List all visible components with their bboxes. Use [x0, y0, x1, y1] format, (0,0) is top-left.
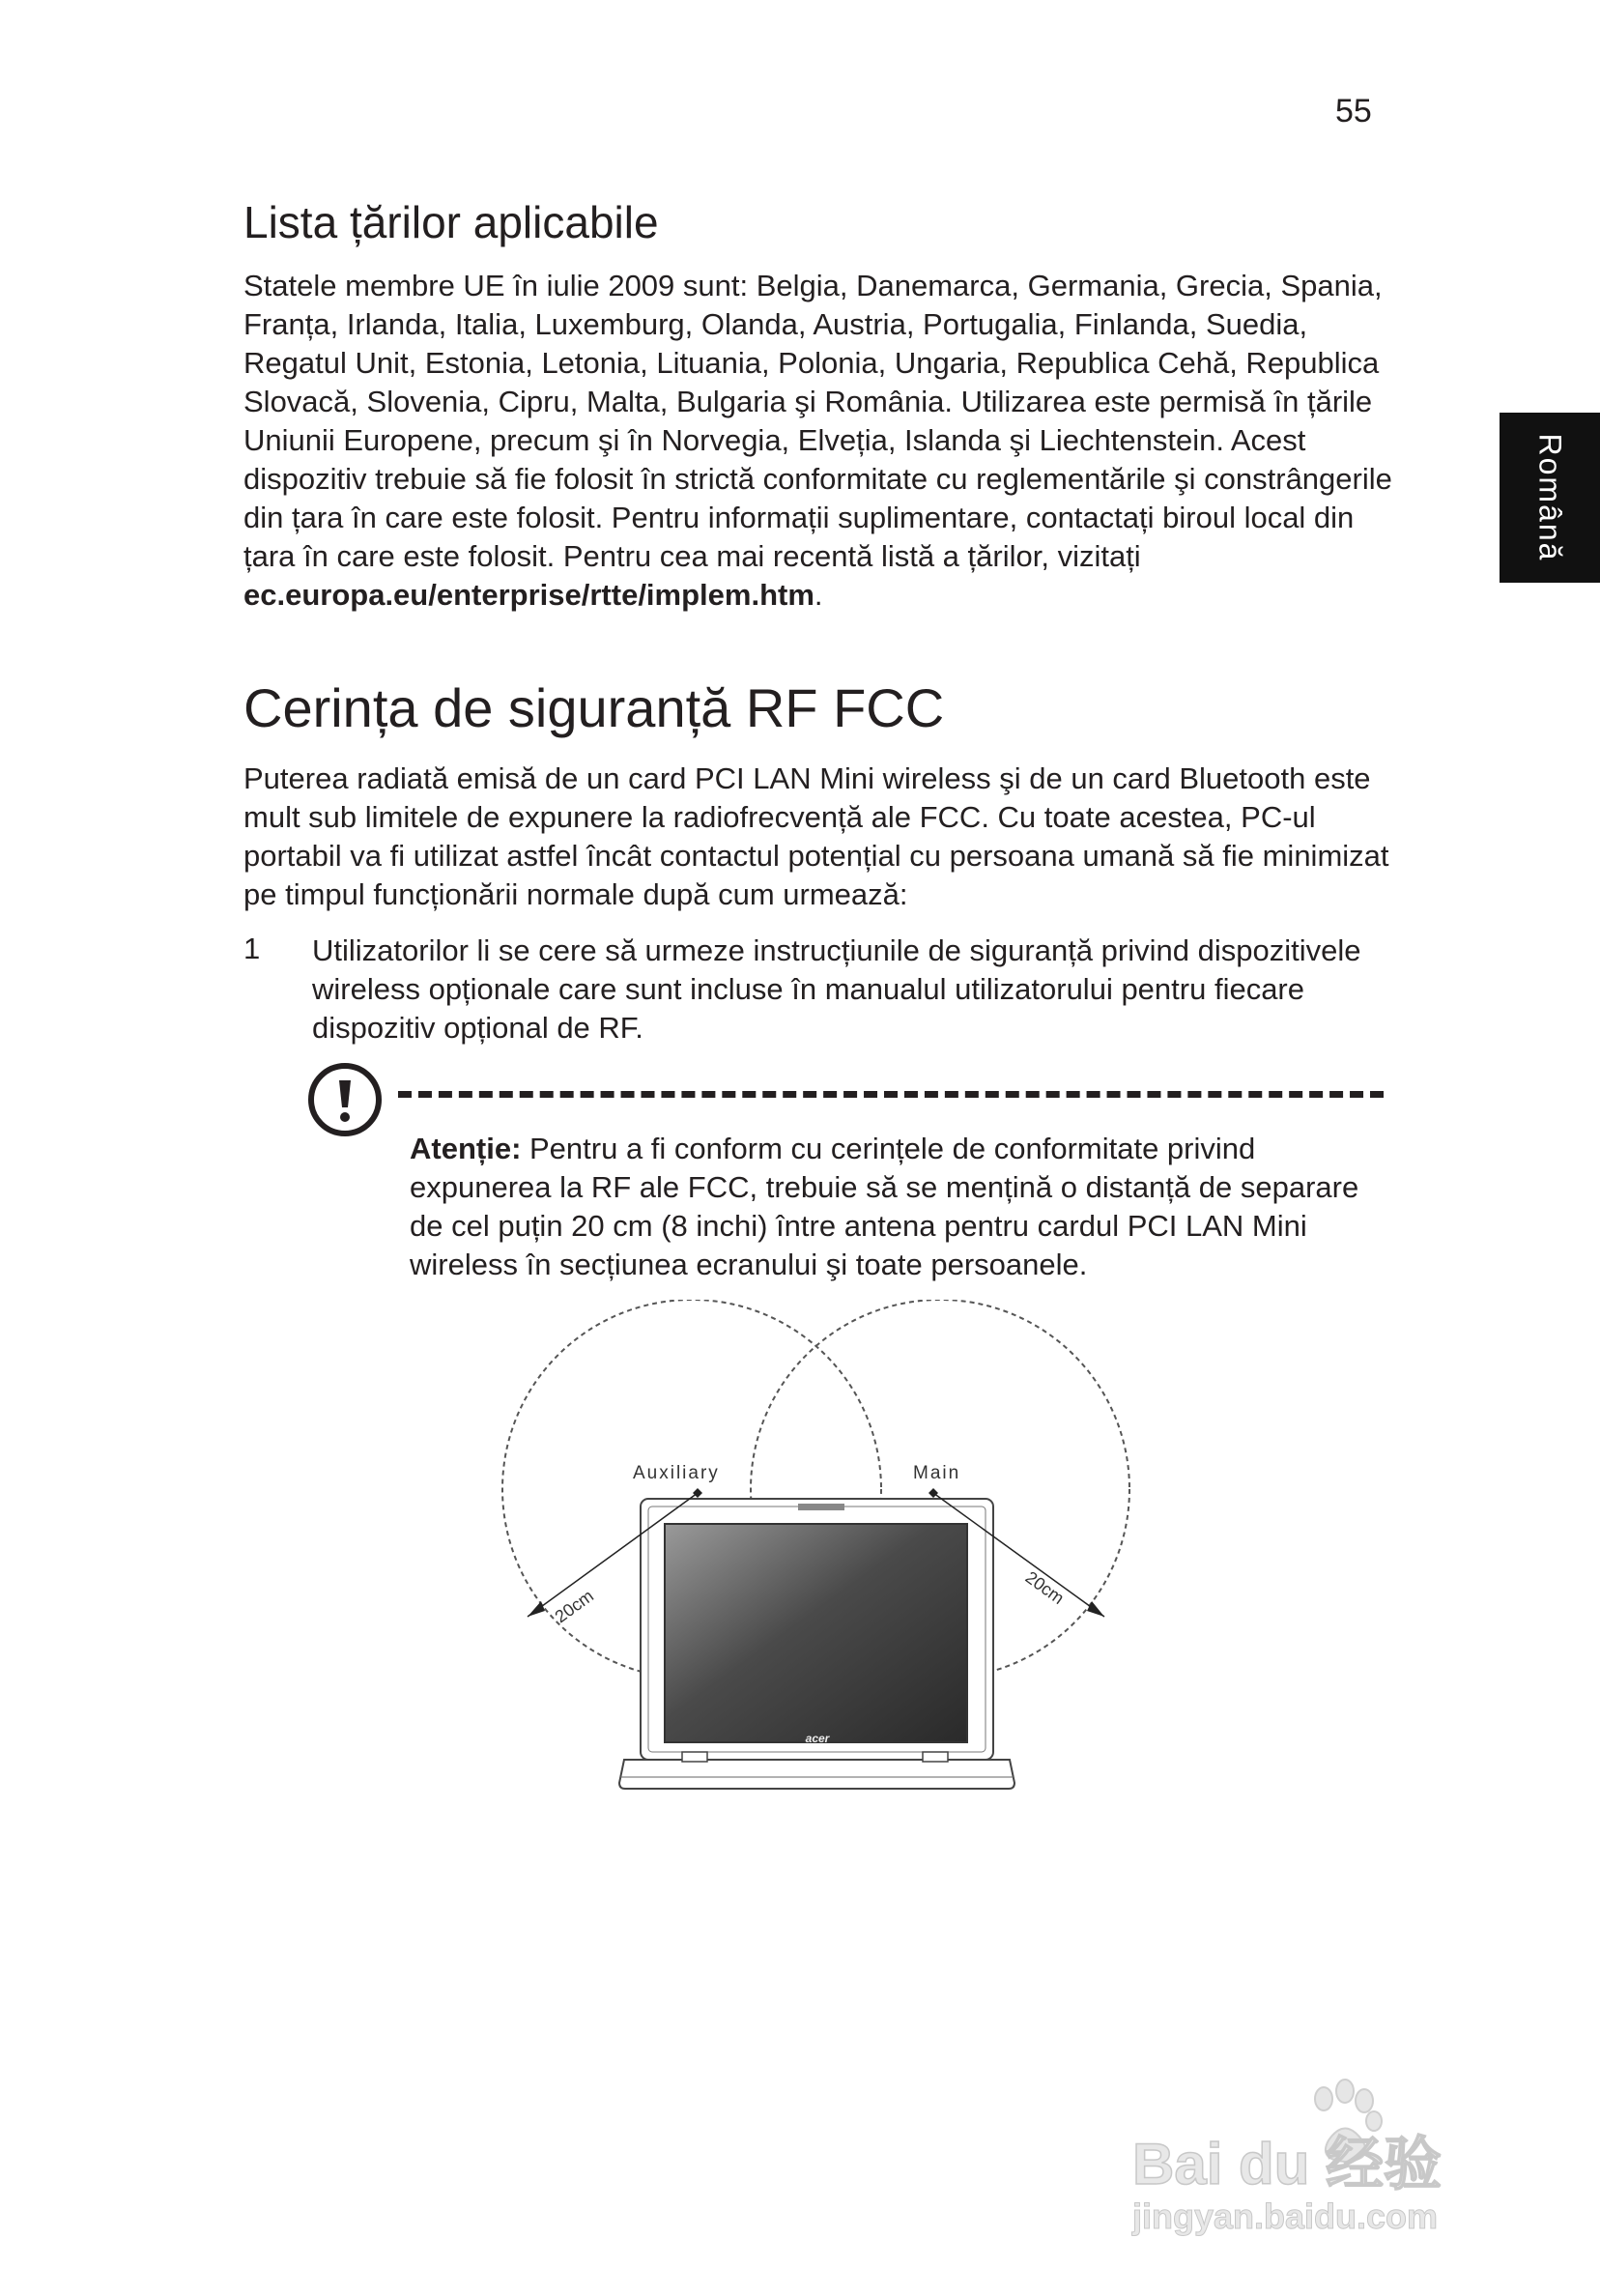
countries-end: . — [814, 578, 823, 612]
list-item-number: 1 — [243, 932, 261, 965]
countries-body: Statele membre UE în iulie 2009 sunt: Belgia, Danemarca, Germania, Grecia, Spania, Franța, Irlanda, Italia, Luxemburg, Olanda, Austria, Portugalia, Finlanda, Suedia, Regatul Unit, Estonia, Letonia, Lituania, Polonia, Ungaria, Republica Cehă, Republica Slovacă, Slovenia, Cipru, Malta, Bulgaria şi România. Utilizarea este permisă în țările Uniunii Europene, precum şi în Norvegia, Elveția, Islanda şi Liechtenstein. Acest dispozitiv trebuie să fie folosit în strictă conformitate cu reglementările şi constrângerile din țara în care este folosit. Pentru informații suplimentare, contactați biroul local din țara în care este folosit. Pentru cea mai recentă listă a țărilor, vizitați — [243, 269, 1392, 573]
laptop-brand-logo: acer — [805, 1732, 830, 1745]
list-item-text: Utilizatorilor li se cere să urmeze instrucțiunile de siguranță privind dispozitivele wireless opționale care sunt incluse în manualul utilizatorului pentru fiecare dispozitiv opțional de RF. — [312, 933, 1361, 1045]
watermark-logo-text: Bai du 经验 — [1132, 2132, 1443, 2196]
language-tab — [1500, 413, 1600, 583]
auxiliary-label: Auxiliary — [633, 1463, 720, 1483]
language-tab-label: Română — [1532, 433, 1568, 562]
countries-paragraph — [243, 267, 1403, 615]
rf-paragraph: Puterea radiată emisă de un card PCI LAN Mini wireless şi de un card Bluetooth este mult sub limitele de expunere la radiofrecvență ale FCC. Cu toate acestea, PC-ul portabil va fi utilizat astfel încât contactul potențial cu persoana umană să fie minimizat pe timpul funcționării normale după cum urmează: — [243, 761, 1389, 911]
note-divider — [398, 1091, 1384, 1098]
eu-link[interactable]: ec.europa.eu/enterprise/rtte/implem.htm — [243, 578, 814, 612]
left-distance-label: 20cm — [551, 1586, 597, 1627]
laptop-screen — [665, 1524, 967, 1742]
section-title-countries: Lista țărilor aplicabile — [243, 197, 659, 247]
main-label: Main — [913, 1463, 961, 1483]
note-label: Atenție: — [410, 1132, 522, 1165]
page-number: 55 — [1335, 93, 1372, 129]
baidu-watermark — [1121, 2049, 1507, 2242]
attention-note — [410, 1130, 1395, 1284]
section-title-rf-fcc: Cerința de siguranță RF FCC — [243, 677, 945, 738]
laptop-base — [619, 1760, 1014, 1789]
watermark-url: jingyan.baidu.com — [1132, 2196, 1439, 2236]
note-text: Pentru a fi conform cu cerințele de conformitate privind expunerea la RF ale FCC, trebuie să se mențină o distanță de separare de cel puțin 20 cm (8 inchi) între antena pentru cardul PCI LAN Mini wireless în secțiunea ecranului şi toate persoanele. — [410, 1132, 1359, 1281]
right-distance-label: 20cm — [1021, 1567, 1069, 1609]
antenna-diagram — [493, 1300, 1169, 1793]
warning-icon — [306, 1061, 384, 1138]
